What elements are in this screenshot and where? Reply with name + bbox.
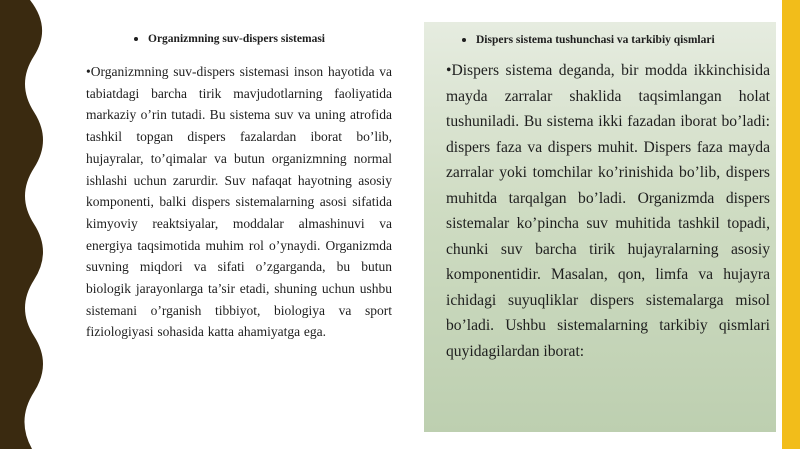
- right-paragraph: •Dispers sistema deganda, bir modda ikkinchisida mayda zarralar shaklida taqsimlangan holat tushuniladi. Bu sistema ikki fazadan iborat bo’ladi: dispers faza va dispers muhit. Dispers faza mayda zarralar yoki tomchilar ko’rinishida bo’lib, dispers muhitda tarqalgan bo’ladi. Organizmda dispers sistemalar ko’pincha suv muhitida tashkil topadi, chunki suv barcha tirik hujayralarning asosiy komponentidir. Masalan, qon, limfa va hujayra ichidagi suyuqliklar dispers sistemalarga misol bo’ladi. Ushbu sistemalarning tarkibiy qismlari quyidagilardan iborat:: [446, 62, 770, 360]
- bullet-icon: [134, 37, 138, 41]
- left-column: [86, 32, 392, 343]
- right-heading-text: Dispers sistema tushunchasi va tarkibiy qismlari: [476, 34, 715, 46]
- left-heading: [134, 32, 392, 46]
- left-paragraph: •Organizmning suv-dispers sistemasi inson hayotida va tabiatdagi barcha tirik mavjudotlarning faoliyatida markaziy o’rin tutadi. Bu sistema suv va uning atrofida tashkil topgan dispers fazalardan iborat bo’lib, hujayralar, to’qimalar va butun organizmning normal ishlashi uchun zarurdir. Suv nafaqat hayotning asosiy komponenti, balki dispers sistemalarning asosi sifatida kimyoviy reaktsiyalar, moddalar almashinuvi va energiya taqsimotida muhim rol o’ynaydi. Organizmda suvning miqdori va sifati o’zgarganda, bu butun biologik jarayonlarga ta’sir etadi, shuning uchun ushbu sistemani o’rganish tibbiyot, biologiya va sport fiziologiyasi sohasida katta ahamiyatga ega.: [86, 64, 392, 340]
- right-panel: [424, 22, 776, 432]
- decorative-right-strip: [782, 0, 800, 449]
- left-heading-text: Organizmning suv-dispers sistemasi: [148, 33, 325, 45]
- decorative-left-band: [0, 0, 58, 449]
- right-heading: [462, 33, 715, 47]
- bullet-icon: [462, 38, 466, 42]
